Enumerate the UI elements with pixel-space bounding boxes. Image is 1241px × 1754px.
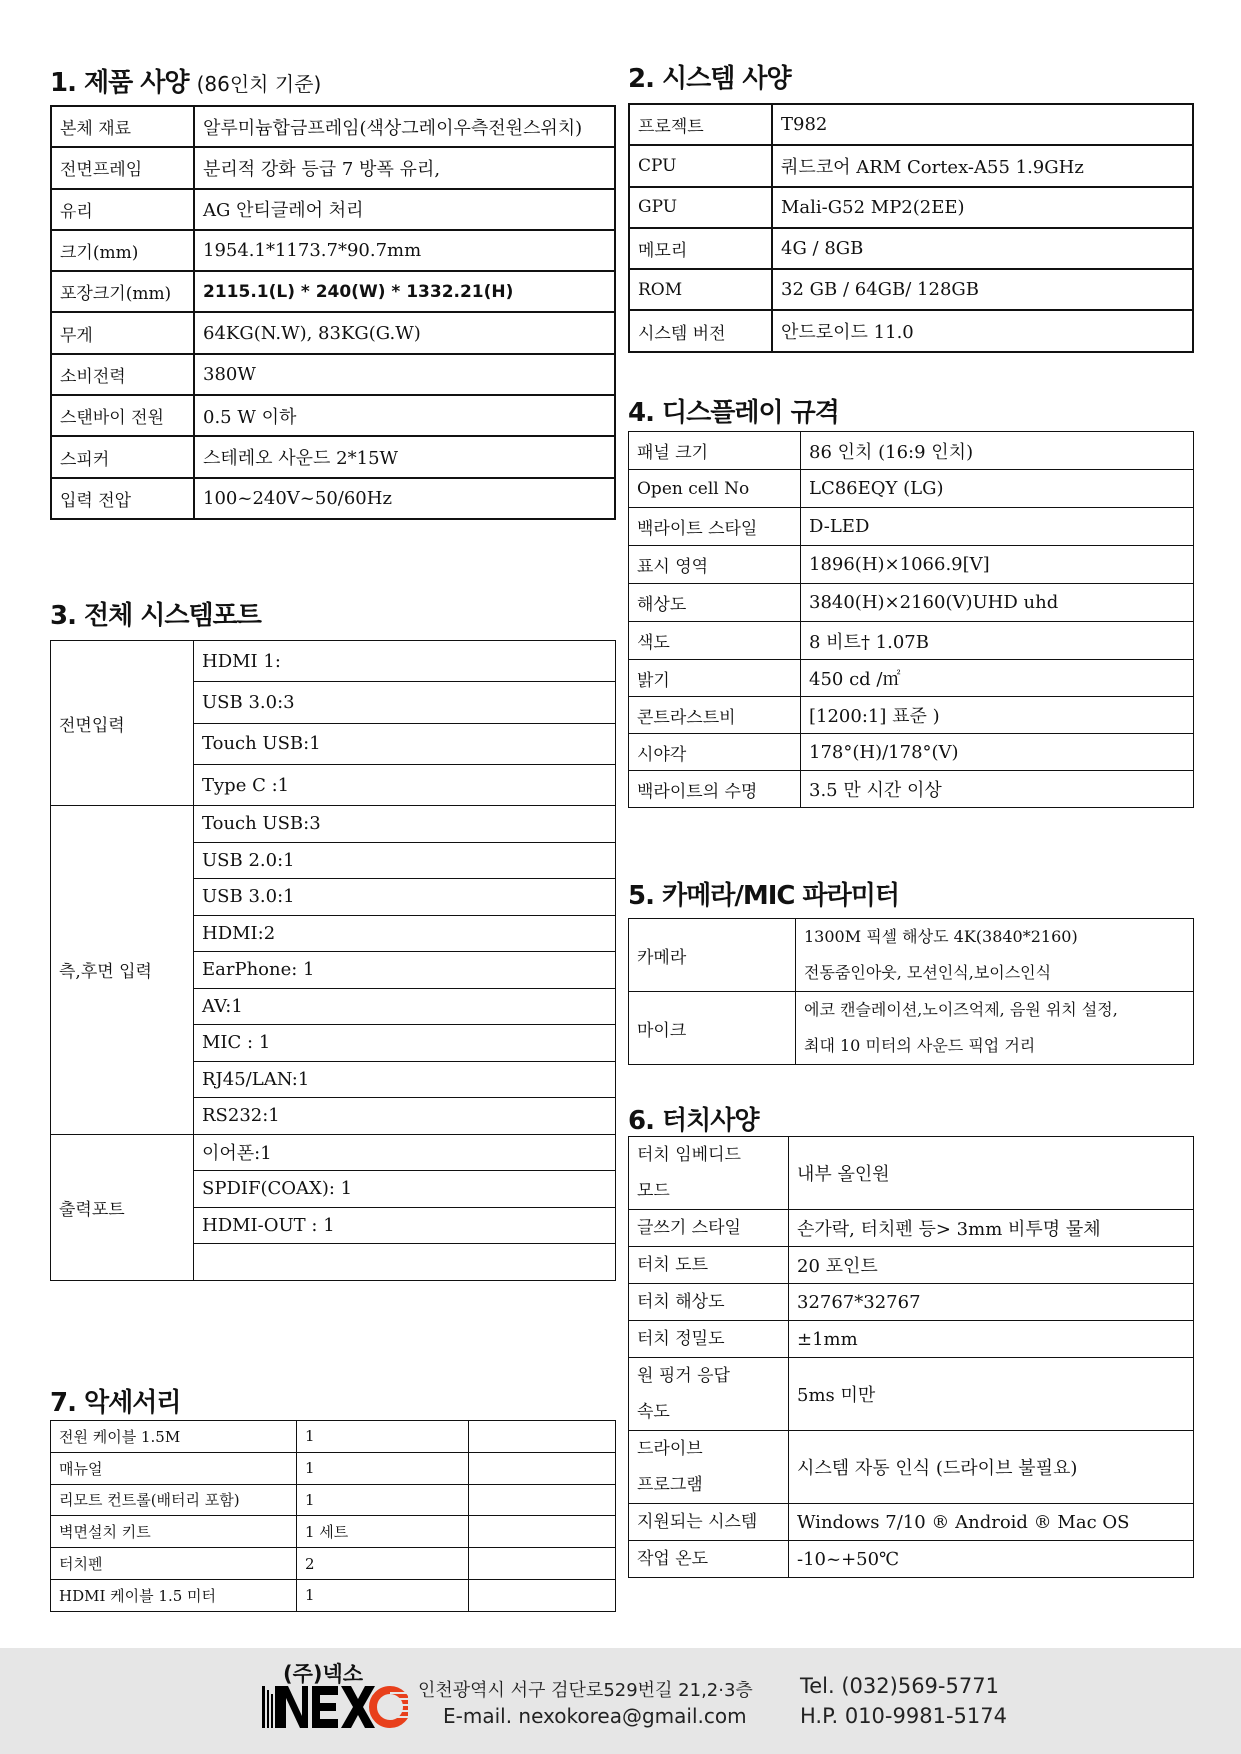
section-title-system [628, 58, 791, 95]
table-row [51, 1134, 616, 1171]
spec-value: 5ms 미만 [789, 1358, 1194, 1431]
spec-value: 32767*32767 [789, 1284, 1194, 1321]
table-row [51, 806, 616, 843]
spec-label-line: 터치 정밀도 [637, 1329, 725, 1349]
spec-value: 450 cd /㎡ [801, 660, 1194, 697]
spec-label-line: 프로그램 [637, 1475, 703, 1495]
table-row [629, 546, 1194, 584]
port-group-label: 전면입력 [51, 641, 194, 806]
company-tel: Tel. (032)569-5771 [800, 1674, 999, 1698]
company-hp: H.P. 010-9981-5174 [800, 1704, 1007, 1728]
table-row [51, 312, 615, 353]
spec-value: LC86EQY (LG) [801, 470, 1194, 508]
spec-label-line: 터치 임베디드 [637, 1145, 741, 1165]
spec-label-line: 속도 [637, 1402, 670, 1422]
company-address: 인천광역시 서구 검단로529번길 21,2·3층 [418, 1680, 753, 1701]
table-row [51, 1548, 616, 1580]
spec-value: 쿼드코어 ARM Cortex-A55 1.9GHz [772, 145, 1193, 186]
section-title-text: 3. 전체 시스템포트 [50, 601, 261, 631]
table-row [51, 1452, 616, 1484]
spec-value: 내부 올인원 [789, 1137, 1194, 1210]
spec-value: 스테레오 사운드 2*15W [194, 436, 615, 477]
accessory-note [469, 1579, 616, 1611]
accessory-note [469, 1516, 616, 1548]
table-row [629, 1504, 1194, 1541]
spec-label: 메모리 [629, 228, 772, 269]
table-row [51, 395, 615, 436]
accessory-note [469, 1484, 616, 1516]
accessories-table [50, 1420, 616, 1612]
spec-label: 크기(mm) [51, 230, 194, 271]
spec-label [629, 1321, 789, 1358]
accessory-qty: 2 [297, 1548, 469, 1580]
ports-table [50, 640, 616, 1281]
spec-value: 안드로이드 11.0 [772, 310, 1193, 351]
accessory-note [469, 1452, 616, 1484]
section-title-text: 4. 디스플레이 규격 [628, 398, 839, 428]
spec-value: 3840(H)×2160(V)UHD uhd [801, 584, 1194, 622]
spec-label: 본체 재료 [51, 106, 194, 147]
table-row [51, 478, 615, 519]
spec-value: 0.5 W 이하 [194, 395, 615, 436]
product-spec-table [50, 105, 616, 520]
table-row [51, 1484, 616, 1516]
table-row [629, 1247, 1194, 1284]
table-row [629, 1210, 1194, 1247]
spec-label-line: 모드 [637, 1181, 670, 1201]
spec-label [629, 1541, 789, 1578]
port-item: RS232:1 [194, 1098, 616, 1135]
table-row [51, 189, 615, 230]
table-row [629, 1358, 1194, 1431]
table-row [629, 992, 1194, 1065]
table-row [629, 310, 1193, 351]
section-title-text: 7. 악세서리 [50, 1388, 181, 1418]
spec-value: 20 포인트 [789, 1247, 1194, 1284]
table-row [629, 734, 1194, 771]
table-row [51, 436, 615, 477]
spec-label: 콘트라스트비 [629, 697, 801, 734]
spec-value: [1200:1] 표준 ) [801, 697, 1194, 734]
accessory-item: HDMI 케이블 1.5 미터 [51, 1579, 297, 1611]
system-spec-table [628, 103, 1194, 353]
table-row [51, 230, 615, 271]
spec-value: 100~240V~50/60Hz [194, 478, 615, 519]
spec-value: Mali-G52 MP2(2EE) [772, 187, 1193, 228]
touch-spec-table [628, 1136, 1194, 1578]
port-item: Type C :1 [194, 764, 616, 805]
accessory-item: 매뉴얼 [51, 1452, 297, 1484]
spec-label: 표시 영역 [629, 546, 801, 584]
accessory-qty: 1 [297, 1484, 469, 1516]
spec-label: 스탠바이 전원 [51, 395, 194, 436]
spec-label: ROM [629, 269, 772, 310]
table-row [51, 641, 616, 682]
spec-value: 178°(H)/178°(V) [801, 734, 1194, 771]
spec-label-line: 드라이브 [637, 1439, 703, 1459]
spec-label [629, 1247, 789, 1284]
camera-spec-table [628, 918, 1194, 1065]
accessory-qty: 1 [297, 1579, 469, 1611]
spec-value: ±1mm [789, 1321, 1194, 1358]
spec-value-line: 에코 캔슬레이션,노이즈억제, 음원 위치 설정, [804, 1000, 1118, 1019]
accessory-item: 전원 케이블 1.5M [51, 1421, 297, 1453]
table-row [629, 584, 1194, 622]
table-row [51, 106, 615, 147]
spec-label: 무게 [51, 312, 194, 353]
spec-value: 1954.1*1173.7*90.7mm [194, 230, 615, 271]
spec-label: 소비전력 [51, 354, 194, 395]
spec-label-line: 원 핑거 응답 [637, 1366, 730, 1386]
company-email[interactable]: E-mail. nexokorea@gmail.com [443, 1704, 747, 1728]
spec-value: 86 인치 (16:9 인치) [801, 432, 1194, 470]
accessory-note [469, 1548, 616, 1580]
spec-label: Open cell No [629, 470, 801, 508]
spec-label: 백라이트의 수명 [629, 771, 801, 808]
section-title-text: 1. 제품 사양 [50, 68, 189, 98]
table-row [629, 470, 1194, 508]
spec-label: 전면프레임 [51, 147, 194, 188]
spec-label: 스피커 [51, 436, 194, 477]
section-subtitle: (86인치 기준) [196, 72, 322, 96]
spec-value: 시스템 자동 인식 (드라이브 불필요) [789, 1431, 1194, 1504]
port-item: AV:1 [194, 988, 616, 1025]
table-row [51, 1579, 616, 1611]
spec-value: -10~+50℃ [789, 1541, 1194, 1578]
section-title-text: 2. 시스템 사양 [628, 64, 791, 94]
table-row [629, 697, 1194, 734]
table-row [629, 508, 1194, 546]
table-row [629, 660, 1194, 697]
spec-value-line: 1300M 픽셀 해상도 4K(3840*2160) [804, 927, 1078, 946]
table-row [629, 919, 1194, 992]
accessory-item: 리모트 컨트롤(배터리 포함) [51, 1484, 297, 1516]
spec-label [629, 1358, 789, 1431]
spec-label-line: 작업 온도 [637, 1549, 709, 1569]
port-item: USB 2.0:1 [194, 842, 616, 879]
port-item: SPDIF(COAX): 1 [194, 1171, 616, 1208]
table-row [629, 432, 1194, 470]
spec-label: 패널 크기 [629, 432, 801, 470]
port-item: USB 3.0:1 [194, 879, 616, 916]
port-item: Touch USB:3 [194, 806, 616, 843]
accessory-qty: 1 [297, 1452, 469, 1484]
table-row [51, 1516, 616, 1548]
spec-label: 백라이트 스타일 [629, 508, 801, 546]
footer [0, 1648, 1241, 1754]
spec-value-line: 최대 10 미터의 사운드 픽업 거리 [804, 1036, 1036, 1055]
section-title-accessories [50, 1382, 180, 1419]
spec-value: 2115.1(L) * 240(W) * 1332.21(H) [194, 271, 615, 312]
spec-value: D-LED [801, 508, 1194, 546]
spec-label: CPU [629, 145, 772, 186]
port-item: Touch USB:1 [194, 723, 616, 764]
port-item: EarPhone: 1 [194, 952, 616, 989]
spec-label: 해상도 [629, 584, 801, 622]
section-title-ports [50, 595, 261, 632]
spec-label: 마이크 [629, 992, 796, 1065]
spec-label: GPU [629, 187, 772, 228]
table-row [629, 1541, 1194, 1578]
table-row [51, 271, 615, 312]
accessory-item: 터치펜 [51, 1548, 297, 1580]
table-row [629, 1137, 1194, 1210]
spec-label: 시스템 버전 [629, 310, 772, 351]
table-row [629, 622, 1194, 660]
accessory-qty: 1 세트 [297, 1516, 469, 1548]
table-row [629, 145, 1193, 186]
nexo-logo [262, 1686, 408, 1728]
accessory-qty: 1 [297, 1421, 469, 1453]
spec-label [629, 1504, 789, 1541]
logo-o-mark [373, 1690, 408, 1724]
table-row [629, 187, 1193, 228]
port-group-label: 출력포트 [51, 1134, 194, 1280]
spec-label: 유리 [51, 189, 194, 230]
spec-value: 알루미늄합금프레임(색상그레이우측전원스위치) [194, 106, 615, 147]
port-item [194, 1244, 616, 1281]
spec-label [629, 1137, 789, 1210]
table-row [629, 1431, 1194, 1504]
section-title-camera [628, 875, 899, 912]
spec-label: 포장크기(mm) [51, 271, 194, 312]
section-title-display [628, 392, 839, 429]
port-item: HDMI-OUT : 1 [194, 1207, 616, 1244]
port-item: USB 3.0:3 [194, 682, 616, 723]
port-item: HDMI 1: [194, 641, 616, 682]
spec-value: 3.5 만 시간 이상 [801, 771, 1194, 808]
port-item: RJ45/LAN:1 [194, 1061, 616, 1098]
section-title-product [50, 62, 321, 99]
spec-label: 밝기 [629, 660, 801, 697]
accessory-note [469, 1421, 616, 1453]
spec-value: 4G / 8GB [772, 228, 1193, 269]
spec-value: AG 안티글레어 처리 [194, 189, 615, 230]
spec-value: 380W [194, 354, 615, 395]
table-row [51, 354, 615, 395]
spec-value: T982 [772, 104, 1193, 145]
spec-value: 1896(H)×1066.9[V] [801, 546, 1194, 584]
spec-label-line: 터치 도트 [637, 1255, 709, 1275]
section-title-text: 6. 터치사양 [628, 1106, 759, 1136]
spec-label-line: 터치 해상도 [637, 1292, 725, 1312]
spec-label [629, 1431, 789, 1504]
port-item: MIC : 1 [194, 1025, 616, 1062]
spec-label: 프로젝트 [629, 104, 772, 145]
spec-value [796, 992, 1194, 1065]
spec-label-line: 글쓰기 스타일 [637, 1218, 741, 1238]
spec-label: 카메라 [629, 919, 796, 992]
table-row [51, 147, 615, 188]
section-title-text: 5. 카메라/MIC 파라미터 [628, 881, 900, 911]
display-spec-table [628, 431, 1194, 808]
port-group-label: 측,후면 입력 [51, 806, 194, 1135]
section-title-touch [628, 1100, 758, 1137]
spec-value: 분리적 강화 등급 7 방폭 유리, [194, 147, 615, 188]
accessory-item: 벽면설치 키트 [51, 1516, 297, 1548]
table-row [51, 1421, 616, 1453]
spec-label [629, 1284, 789, 1321]
table-row [629, 1321, 1194, 1358]
table-row [629, 1284, 1194, 1321]
port-item: HDMI:2 [194, 915, 616, 952]
spec-label: 입력 전압 [51, 478, 194, 519]
spec-value: Windows 7/10 ® Android ® Mac OS [789, 1504, 1194, 1541]
spec-label-line: 지원되는 시스템 [637, 1512, 758, 1532]
table-row [629, 771, 1194, 808]
spec-label: 색도 [629, 622, 801, 660]
spec-label: 시야각 [629, 734, 801, 771]
table-row [629, 269, 1193, 310]
spec-value [796, 919, 1194, 992]
table-row [629, 104, 1193, 145]
spec-value: 8 비트† 1.07B [801, 622, 1194, 660]
port-item: 이어폰:1 [194, 1134, 616, 1171]
spec-value: 손가락, 터치펜 등> 3mm 비투명 물체 [789, 1210, 1194, 1247]
spec-value-line: 전동줌인아웃, 모션인식,보이스인식 [804, 963, 1052, 982]
table-row [629, 228, 1193, 269]
company-name: (주)넥소 [283, 1662, 364, 1686]
spec-label [629, 1210, 789, 1247]
spec-value: 32 GB / 64GB/ 128GB [772, 269, 1193, 310]
spec-value: 64KG(N.W), 83KG(G.W) [194, 312, 615, 353]
